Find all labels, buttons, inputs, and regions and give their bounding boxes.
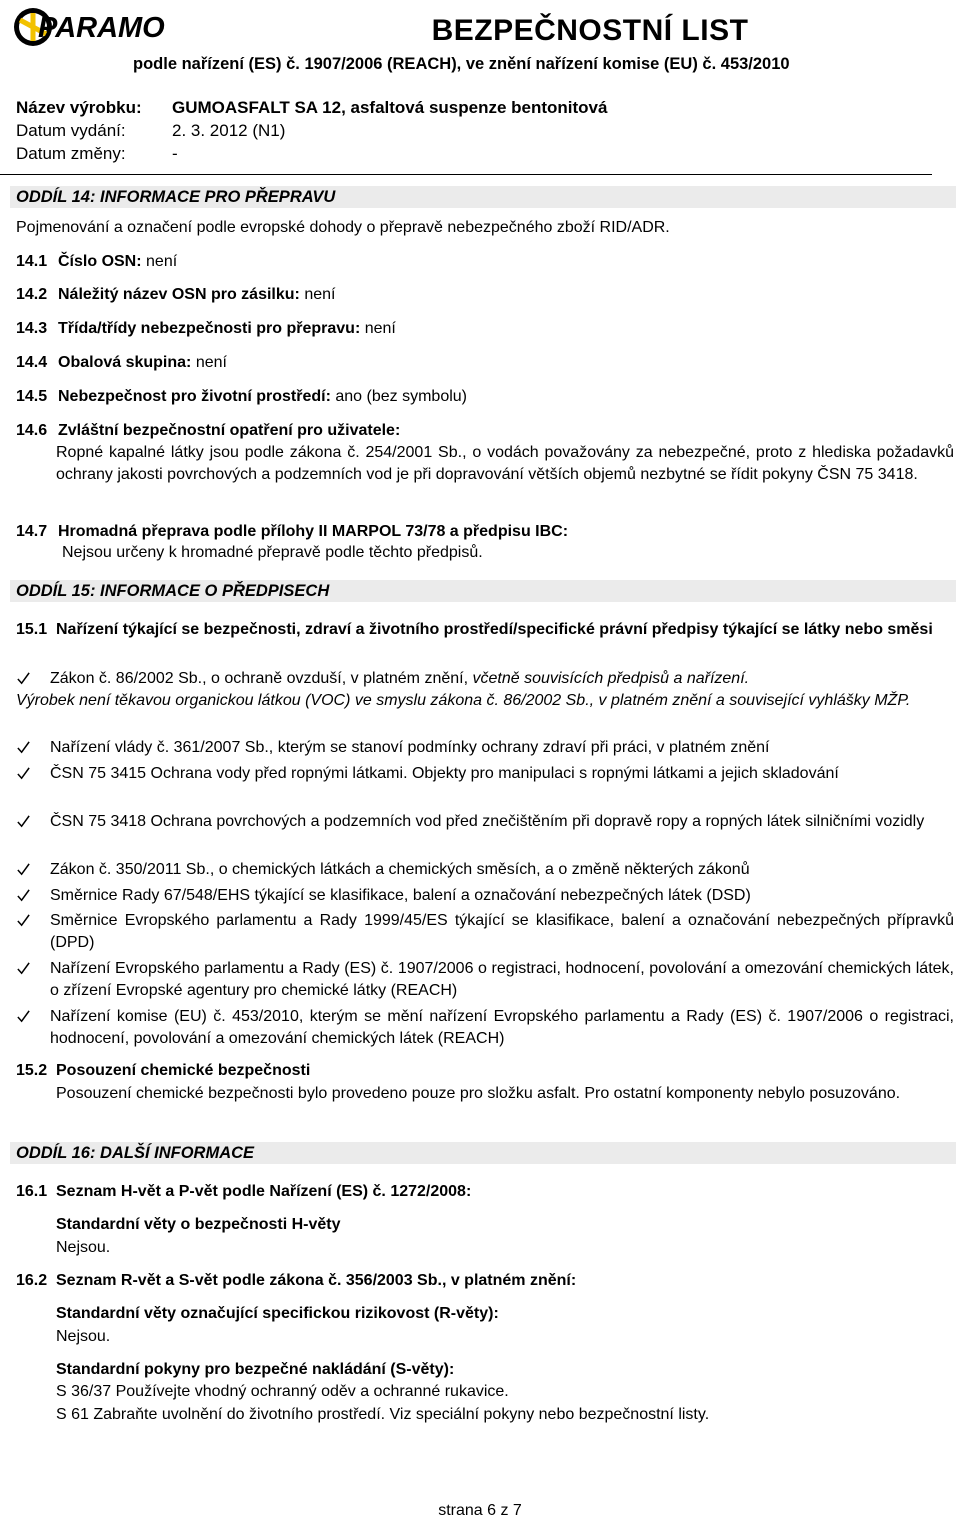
s15-list-item: ČSN 75 3418 Ochrana povrchových a podzemních vod před znečištěním při dopravě ropy a ropných látek silničními vozidly (50, 813, 925, 830)
s15-list-item: Nařízení komise (EU) č. 453/2010, kterým se mění nařízení Evropského parlamentu a Rady (ES) č. 1907/2006 o registraci, hodnocení, povolování a omezování chemických látek (REACH) (50, 1008, 954, 1047)
change-value: - (172, 144, 178, 163)
s15-voc-note: Výrobek není těkavou organickou látkou (VOC) ve smyslu zákona č. 86/2002 Sb., v platném znění a související vyhlášky MŽP. (16, 692, 911, 709)
issue-date-row (16, 121, 285, 141)
section-15-heading: ODDÍL 15: INFORMACE O PŘEDPISECH (10, 580, 956, 602)
change-label: Datum změny: (16, 144, 126, 163)
r-phrases-value: Nejsou. (56, 1328, 111, 1345)
product-value: GUMOASFALT SA 12, asfaltová suspenze bentonitová (172, 98, 608, 117)
s16-1-heading: 16.1 Seznam H-vět a P-vět podle Nařízení (ES) č. 1272/2008: (16, 1183, 472, 1200)
logo-text: PARAMO (38, 12, 165, 44)
s14-intro: Pojmenování a označení podle evropské dohody o přepravě nebezpečného zboží RID/ADR. (16, 219, 670, 236)
check-icon (16, 885, 38, 907)
s-phrases-title: Standardní pokyny pro bezpečné nakládání (S-věty): (56, 1361, 455, 1378)
check-icon (16, 958, 38, 980)
s14-item-3: 14.3 Třída/třídy nebezpečnosti pro přepravu: není (16, 320, 396, 337)
s16-2-heading: 16.2 Seznam R-vět a S-vět podle zákona č. 356/2003 Sb., v platném znění: (16, 1272, 577, 1289)
check-icon (16, 811, 38, 833)
product-label: Název výrobku: (16, 98, 142, 117)
section-16-heading: ODDÍL 16: DALŠÍ INFORMACE (10, 1142, 956, 1164)
r-phrases-title: Standardní věty označující specifickou rizikovost (R-věty): (56, 1305, 499, 1322)
s15-list-item: Zákon č. 86/2002 Sb., o ochraně ovzduší, v platném znění, včetně souvisících předpisů a nařízení. (50, 670, 750, 687)
check-icon (16, 910, 38, 932)
s-phrase-1: S 36/37 Používejte vhodný ochranný oděv a ochranné rukavice. (56, 1383, 509, 1400)
header-divider (0, 174, 932, 175)
s-phrase-2: S 61 Zabraňte uvolnění do životního prostředí. Viz speciální pokyny nebo bezpečnostní listy. (56, 1406, 710, 1423)
s14-item-6: 14.6 Zvláštní bezpečnostní opatření pro uživatele: (16, 422, 401, 439)
s15-2-text: Posouzení chemické bezpečnosti bylo provedeno pouze pro složku asfalt. Pro ostatní komponenty nebylo posuzováno. (56, 1085, 901, 1102)
issue-label: Datum vydání: (16, 121, 126, 140)
check-icon (16, 859, 38, 881)
s15-list-item: Nařízení vlády č. 361/2007 Sb., kterým se stanoví podmínky ochrany zdraví při práci, v platném znění (50, 739, 770, 756)
issue-value: 2. 3. 2012 (N1) (172, 121, 286, 140)
s14-item-4: 14.4 Obalová skupina: není (16, 354, 227, 371)
s15-list-item: Nařízení Evropského parlamentu a Rady (ES) č. 1907/2006 o registraci, hodnocení, povolování a omezování chemických látek, o zřízení Evropské agentury pro chemické látky (REACH) (50, 960, 954, 999)
check-icon (16, 1006, 38, 1028)
s15-list-item: Zákon č. 350/2011 Sb., o chemických látkách a chemických směsích, a o změně některých zákonů (50, 861, 750, 878)
s14-item-7: 14.7 Hromadná přeprava podle přílohy II MARPOL 73/78 a předpisu IBC: (16, 523, 569, 540)
s14-item-5: 14.5 Nebezpečnost pro životní prostředí: ano (bez symbolu) (16, 388, 467, 405)
change-date-row (16, 144, 178, 164)
s15-list-item: Směrnice Rady 67/548/EHS týkající se klasifikace, balení a označování nebezpečných látek (DSD) (50, 887, 751, 904)
s15-2-heading: 15.2 Posouzení chemické bezpečnosti (16, 1062, 311, 1079)
section-14-heading: ODDÍL 14: INFORMACE PRO PŘEPRAVU (10, 186, 956, 208)
s15-list-item: Směrnice Evropského parlamentu a Rady 1999/45/ES týkající se klasifikace, balení a označování nebezpečných přípravků (DPD) (50, 912, 954, 951)
paramo-logo (12, 4, 212, 50)
s14-item-7-text: Nejsou určeny k hromadné přepravě podle těchto předpisů. (62, 544, 483, 561)
s14-item-1: 14.1 Číslo OSN: není (16, 253, 178, 270)
document-subtitle: podle nařízení (ES) č. 1907/2006 (REACH), ve znění nařízení komise (EU) č. 453/2010 (133, 55, 790, 73)
s14-item-6-text: Ropné kapalné látky jsou podle zákona č. 254/2001 Sb., o vodách považovány za nebezpečné, proto z hlediska požadavků ochrany jakosti povrchových a podzemních vod je při dopravování větších objemů nezbytné se řídit pokyny ČSN 75 3418. (56, 444, 954, 483)
s14-item-2: 14.2 Náležitý název OSN pro zásilku: není (16, 286, 336, 303)
s15-1-heading: 15.1 Nařízení týkající se bezpečnosti, zdraví a životního prostředí/specifické právní předpisy týkající se látky nebo směsi (16, 621, 933, 638)
document-title: BEZPEČNOSTNÍ LIST (431, 14, 749, 47)
h-phrases-value: Nejsou. (56, 1239, 111, 1256)
check-icon (16, 763, 38, 785)
check-icon (16, 737, 38, 759)
check-icon (16, 668, 38, 690)
page-number: strana 6 z 7 (438, 1502, 522, 1519)
h-phrases-title: Standardní věty o bezpečnosti H-věty (56, 1216, 341, 1233)
s15-list-item: ČSN 75 3415 Ochrana vody před ropnými látkami. Objekty pro manipulaci s ropnými látkami a jejich skladování (50, 765, 839, 782)
product-name-row (16, 98, 607, 118)
